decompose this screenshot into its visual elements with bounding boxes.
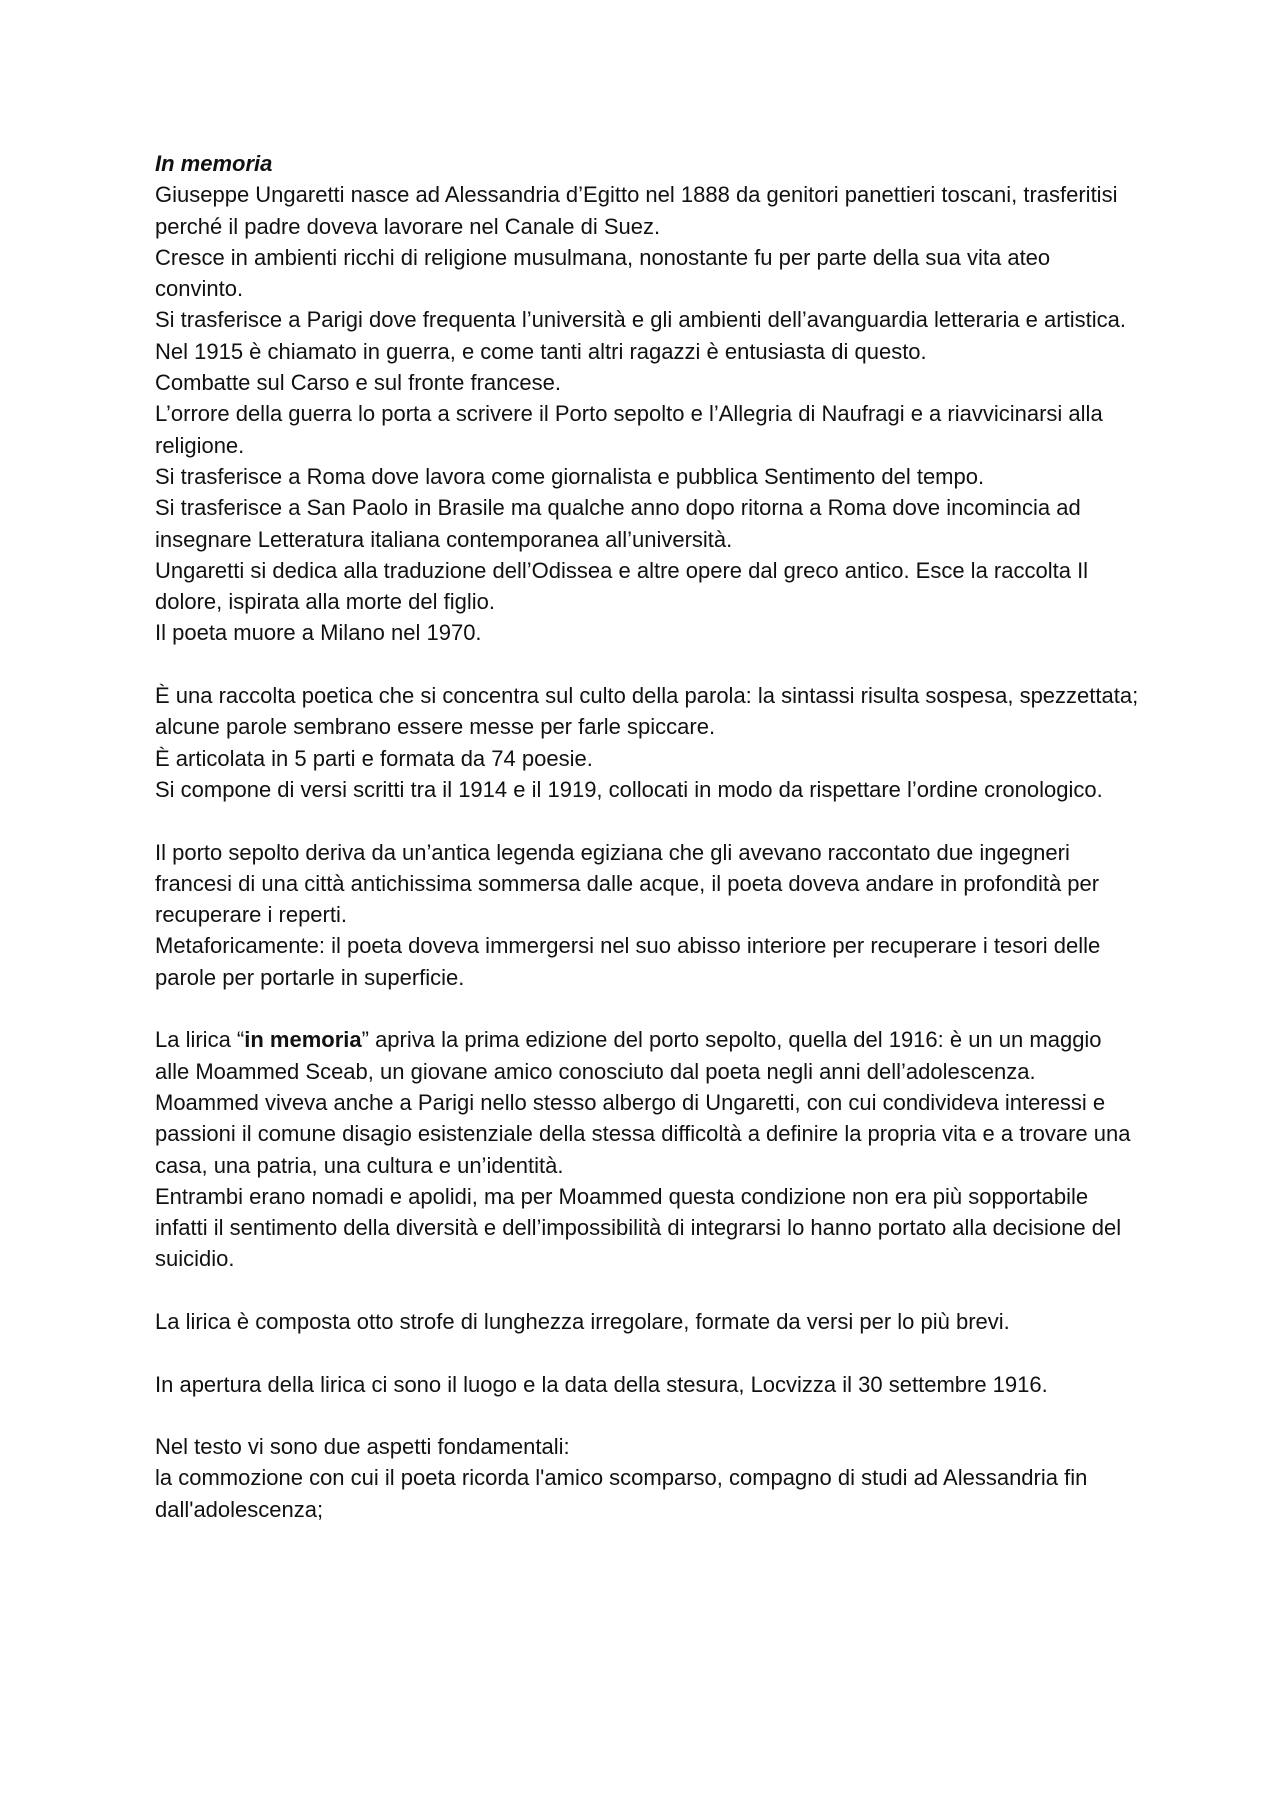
spacer bbox=[155, 1400, 1140, 1431]
paragraph: Entrambi erano nomadi e apolidi, ma per Moammed questa condizione non era più sopportabile infatti il sentimento della diversità e dell’impossibilità di integrarsi lo hanno portato alla decisione del suicidio. bbox=[155, 1183, 1122, 1272]
spacer bbox=[155, 993, 1140, 1024]
porto-sepolto-section bbox=[155, 837, 1140, 993]
paragraph: Si trasferisce a San Paolo in Brasile ma qualche anno dopo ritorna a Roma dove incomincia ad insegnare Letteratura italiana contemporanea all’università. bbox=[155, 495, 1081, 552]
aspetti-section bbox=[155, 1431, 1140, 1525]
paragraph: Metaforicamente: il poeta doveva immergersi nel suo abisso interiore per recuperare i tesori delle parole per portarle in superficie. bbox=[155, 933, 1101, 990]
paragraph: Ungaretti si dedica alla traduzione dell’Odissea e altre opere dal greco antico. Esce la raccolta Il dolore, ispirata alla morte del figlio. bbox=[155, 557, 1089, 615]
paragraph: È articolata in 5 parti e formata da 74 poesie. bbox=[155, 745, 593, 771]
paragraph: Cresce in ambienti ricchi di religione musulmana, nonostante fu per parte della sua vita ateo convinto. bbox=[155, 244, 1051, 302]
spacer bbox=[155, 649, 1140, 680]
document-page bbox=[155, 148, 1140, 1525]
intro-text: La lirica “ bbox=[155, 1027, 245, 1053]
lirica-intro bbox=[155, 1024, 1140, 1087]
paragraph: Moammed viveva anche a Parigi nello stesso albergo di Ungaretti, con cui condivideva interessi e passioni il comune disagio esistenziale della stessa difficoltà a definire la propria vita e a trovare una casa, una patria, una cultura e un’identità. bbox=[155, 1089, 1131, 1178]
spacer bbox=[155, 1337, 1140, 1368]
paragraph: Si trasferisce a Parigi dove frequenta l’università e gli ambienti dell’avanguardia letteraria e artistica. bbox=[155, 307, 1126, 333]
paragraph: Il porto sepolto deriva da un’antica legenda egiziana che gli avevano raccontato due ingegneri francesi di una città antichissima sommersa dalle acque, il poeta doveva andare in profondità per recuperare i reperti. bbox=[155, 839, 1100, 928]
page-title: In memoria bbox=[155, 151, 273, 176]
poem-title-bold: in memoria bbox=[244, 1027, 362, 1053]
paragraph: Giuseppe Ungaretti nasce ad Alessandria d’Egitto nel 1888 da genitori panettieri toscani, trasferitisi perché il padre doveva lavorare nel Canale di Suez. bbox=[155, 182, 1118, 239]
paragraph: la commozione con cui il poeta ricorda l'amico scomparso, compagno di studi ad Alessandria fin dall'adolescenza; bbox=[155, 1465, 1088, 1522]
raccolta-section bbox=[155, 680, 1140, 805]
lirica-section bbox=[155, 1024, 1140, 1274]
paragraph: Si compone di versi scritti tra il 1914 e il 1919, collocati in modo da rispettare l’ordine cronologico. bbox=[155, 776, 1103, 802]
struttura-paragraph: La lirica è composta otto strofe di lunghezza irregolare, formate da versi per lo più brevi. bbox=[155, 1308, 1010, 1334]
paragraph: È una raccolta poetica che si concentra sul culto della parola: la sintassi risulta sospesa, spezzettata; alcune parole sembrano essere messe per farle spiccare. bbox=[155, 683, 1139, 740]
biography-section bbox=[155, 179, 1140, 648]
aspetti-heading: Nel testo vi sono due aspetti fondamentali: bbox=[155, 1434, 570, 1460]
paragraph: Combatte sul Carso e sul fronte francese. bbox=[155, 370, 561, 396]
apertura-paragraph: In apertura della lirica ci sono il luogo e la data della stesura, Locvizza il 30 settembre 1916. bbox=[155, 1371, 1048, 1397]
paragraph: Il poeta muore a Milano nel 1970. bbox=[155, 620, 482, 646]
paragraph: L’orrore della guerra lo porta a scrivere il Porto sepolto e l’Allegria di Naufragi e a riavvicinarsi alla religione. bbox=[155, 401, 1103, 458]
paragraph: Nel 1915 è chiamato in guerra, e come tanti altri ragazzi è entusiasta di questo. bbox=[155, 338, 927, 364]
spacer bbox=[155, 805, 1140, 836]
spacer bbox=[155, 1275, 1140, 1306]
intro-text: ” apriva la prima edizione del porto sepolto, quella del 1916: è un un maggio alle Moammed Sceab, un giovane amico conosciuto dal poeta negli anni dell’adolescenza. bbox=[155, 1027, 1102, 1084]
paragraph: Si trasferisce a Roma dove lavora come giornalista e pubblica Sentimento del tempo. bbox=[155, 463, 985, 489]
